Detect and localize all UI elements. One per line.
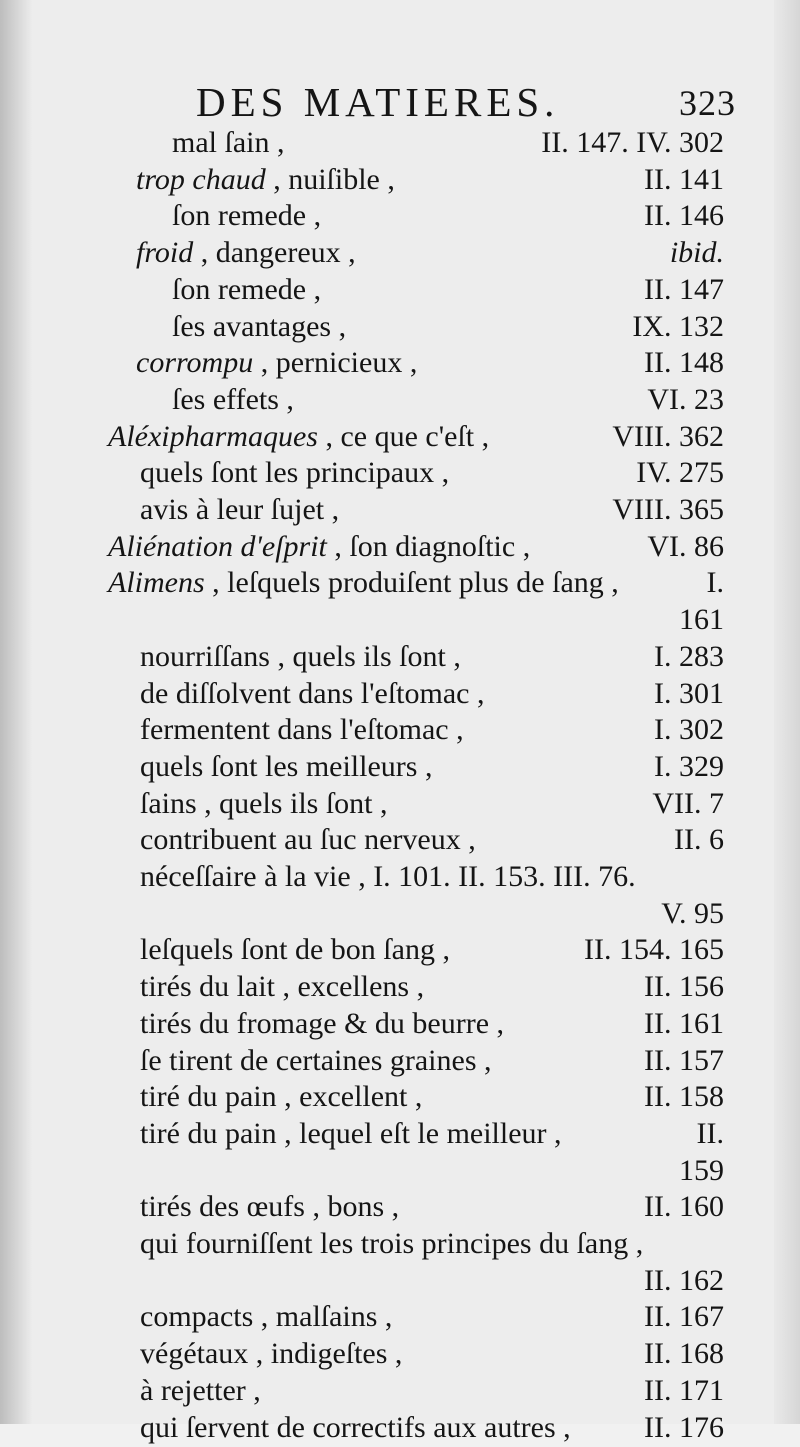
index-entry [136,161,724,199]
entry-text [136,344,417,382]
index-entry [140,1298,724,1336]
entry-reference: VII. 7 [652,786,724,820]
entry-reference: VI. 86 [647,529,724,563]
index-entry [140,491,724,529]
entry-text [172,271,321,309]
index-entry [108,528,724,566]
entry-description: nourriſſans , quels ils ſont , [140,639,461,673]
entry-reference: II. 6 [674,823,724,857]
page-spine-shadow [0,0,32,1424]
entry-heading: Aliénation d'eſprit [108,529,327,563]
entry-reference: II. 167 [644,1300,724,1334]
entry-text [140,1078,422,1116]
index-entry [140,711,724,749]
entry-reference: II. 147 [644,272,724,306]
entry-reference: II. 141 [644,162,724,196]
entry-text [140,638,461,676]
entry-description: quels ſont les meilleurs , [140,749,433,783]
index-entry [140,1042,724,1080]
entry-reference: II. 160 [644,1190,724,1224]
entry-description: ſon remede , [172,272,322,306]
index-entry [140,821,724,859]
entry-description: végétaux , indigeſtes , [140,1337,403,1371]
entry-text [140,491,339,529]
entry-reference: 159 [679,1153,724,1187]
entry-text [140,1188,399,1226]
entry-text [172,308,346,346]
entry-reference: II. 171 [644,1373,724,1407]
entry-text [108,564,619,602]
entry-text [140,454,449,492]
entry-description: de diſſolvent dans l'eſtomac , [140,676,485,710]
entry-description: tirés du lait , excellens , [140,970,425,1004]
entry-reference: II. 158 [644,1080,724,1114]
entry-text [140,675,485,713]
entry-text [140,1335,402,1373]
entry-text [136,234,356,272]
entry-description: qui fourniſſent les trois principes du ſang , [140,1227,644,1260]
entry-reference: II. 157 [644,1043,724,1077]
entry-reference: II. 176 [644,1410,724,1444]
index-entry [172,271,724,309]
entry-reference: 161 [679,603,724,637]
entry-description: ſes avantages , [172,309,347,343]
entry-description: quels ſont les principaux , [140,456,450,490]
index-entry [136,344,724,382]
entry-reference: I. 301 [654,676,724,710]
index-entry [140,895,724,933]
entry-description: , nuiſible , [265,162,395,196]
index-entry [136,234,724,272]
entry-reference: VIII. 365 [612,493,724,526]
entry-description: ſains , quels ils ſont , [140,786,388,820]
entry-text [140,1005,504,1043]
entry-description: leſquels ſont de bon ſang , [140,933,450,967]
index-entry [172,197,724,235]
entry-text [172,124,284,162]
index-entry [140,1078,724,1116]
entry-text [140,858,636,896]
entry-description: tiré du pain , excellent , [140,1080,423,1114]
index-entry [140,1188,724,1226]
entry-heading: Aléxipharmaques [108,419,318,453]
entry-description: , ce que c'eſt , [317,419,490,453]
entry-text [140,1409,571,1447]
entry-description: ſe tirent de certaines graines , [140,1043,492,1077]
index-entry [140,1262,724,1300]
entry-text [140,1042,492,1080]
entry-description: , leſquels produiſent plus de ſang , [204,566,619,600]
entry-reference: II. 154. 165 [584,933,724,967]
entry-text [172,381,294,419]
entry-reference: II. [696,1116,724,1150]
entry-text [136,161,395,199]
index-entry [108,418,724,456]
entry-text [140,711,464,749]
entry-description: , ſon diagnoſtic , [326,529,531,563]
index-entry [140,931,724,969]
entry-reference: I. [706,566,724,600]
entry-text [140,1298,392,1336]
entry-description: fermentent dans l'eſtomac , [140,713,464,747]
entry-reference: II. 147. IV. 302 [541,126,724,159]
index-entry [140,785,724,823]
entry-description: , dangereux , [193,236,356,270]
index-entry [140,748,724,786]
index-entry [172,308,724,346]
entry-description: , pernicieux , [253,346,418,380]
entry-reference: VI. 23 [647,382,724,416]
entry-reference: I. 329 [654,749,724,783]
index-entry [140,601,724,639]
entry-text [140,931,450,969]
index-entry [140,1225,724,1263]
entry-description: qui ſervent de correctifs aux autres , [140,1410,571,1444]
entry-reference: I. 302 [654,713,724,747]
index-entry [140,638,724,676]
index-entry [140,1409,724,1447]
index-entry [140,1115,724,1153]
running-header-title: DES MATIERES. [196,79,560,125]
entry-reference: VIII. 362 [612,419,724,453]
entry-reference: IV. 275 [636,456,724,490]
entry-text [108,418,489,456]
entry-reference: II. 156 [644,970,724,1004]
page-number: 323 [679,83,736,123]
entry-description: avis à leur ſujet , [140,493,340,526]
entry-text [140,748,432,786]
entry-text [140,968,424,1006]
entry-reference: II. 162 [644,1263,724,1297]
entry-description: ſes effets , [172,382,294,416]
entry-reference: IX. 132 [632,309,724,343]
entry-text [108,528,530,566]
entry-description: tiré du pain , lequel eſt le meilleur , [140,1116,562,1150]
index-entry [140,675,724,713]
page-edge-shadow [774,0,800,1424]
entry-text [140,785,388,823]
entry-description: néceſſaire à la vie , I. 101. II. 153. III. 76. [140,860,636,893]
entry-text [172,197,321,235]
entry-description: tirés des œufs , bons , [140,1190,400,1224]
entry-reference: II. 168 [644,1337,724,1371]
index-entry [108,564,724,602]
entry-reference: II. 146 [644,199,724,233]
index-entry [140,1005,724,1043]
entry-heading: froid [136,236,194,270]
index-entry [140,1335,724,1373]
entry-reference: I. 283 [654,639,724,673]
index-entry [140,1372,724,1410]
entry-text [140,821,476,859]
index-entry [140,858,724,896]
entry-text [140,1115,562,1153]
entry-reference: II. 161 [644,1006,724,1040]
entry-reference: II. 148 [644,346,724,380]
entry-text [140,1372,261,1410]
index-entry [140,1152,724,1190]
entry-text [140,1225,643,1263]
entry-heading: Alimens [108,566,205,600]
running-header [196,78,736,128]
index-entry [140,968,724,1006]
index-entry [172,381,724,419]
entry-description: à rejetter , [140,1373,261,1407]
entry-reference: ibid. [669,236,724,270]
entry-description: ſon remede , [172,199,322,233]
index-entry [172,124,724,162]
entry-heading: corrompu [136,346,254,380]
entry-description: contribuent au ſuc nerveux , [140,823,476,857]
index-entry [140,454,724,492]
entry-reference: V. 95 [661,896,724,930]
entry-description: mal ſain , [172,126,285,159]
entry-description: tirés du fromage & du beurre , [140,1006,505,1040]
entry-heading: trop chaud [136,162,266,196]
entry-description: compacts , malſains , [140,1300,393,1334]
